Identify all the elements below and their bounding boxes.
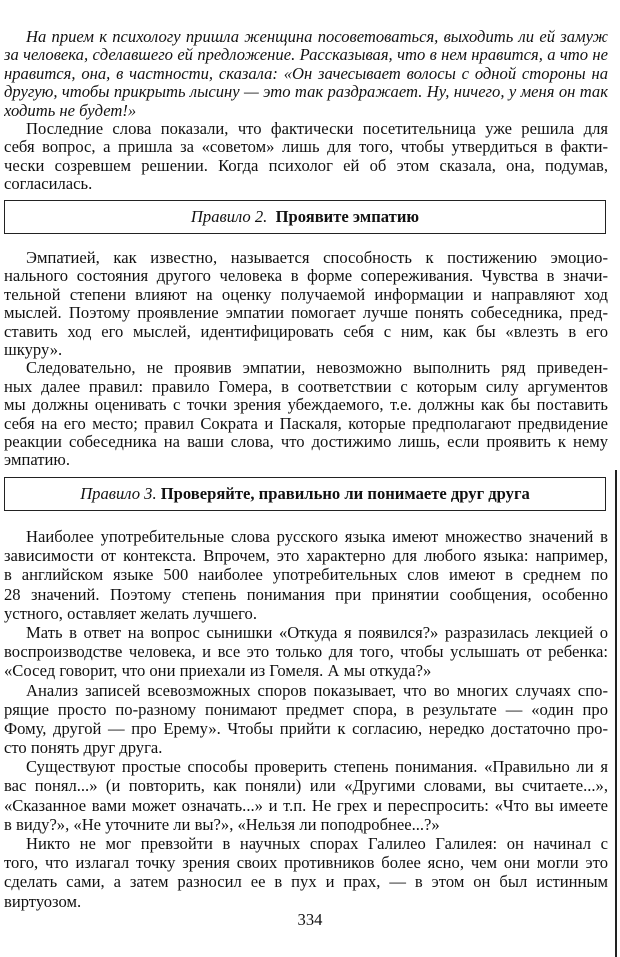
text-line: ных далее правил: правило Гомера, в соответствии с которым силу аргументов [4,377,608,396]
text-line: чески созревшем решении. Когда психолог ей об этом сказала, она, подумав, [4,156,608,175]
text-line: себя на его место; правил Сократа и Паскаля, которые предполагают предвидение [4,414,608,433]
text-line: эмпатию. [4,451,70,470]
text-line: Следовательно, не проявив эмпатии, невозможно выполнить ряд приведен- [26,359,608,378]
text-line: ходить не будет!» [4,101,137,120]
text-line: мы должны оценивать с точки зрения убеждаемого, т.е. должны как бы поставить [4,396,608,415]
paragraph [4,249,608,359]
text-line: Эмпатией, как известно, называется способность к постижению эмоцио- [26,249,608,267]
paragraph [4,359,608,469]
rule-title: Проявите эмпатию [275,207,420,226]
text-line: реакции собеседника на ваши слова, что достижимо лишь, если проявить к нему [4,432,608,451]
text-block-3 [4,527,608,911]
text-line: «Сосед говорит, что они приехали из Гомеля. А мы откуда?» [4,661,432,681]
text-line: ставить ход его мыслей, идентифицировать себя с ним, как бы «влезть в его [4,322,608,341]
text-line: сделать сами, а затем разносил ее в пух и прах, — в этом он был истинным [4,872,608,892]
rule-prefix: Правило 2. [190,207,268,226]
paragraph [4,757,608,834]
text-line: Существуют простые способы проверить степень понимания. «Правильно ли я [26,757,608,777]
text-line: себя вопрос, а пришла за «советом» лишь для того, чтобы утвердиться в факти- [4,138,608,157]
text-line: шкуру». [4,340,63,359]
text-line: воспроизводстве человека, и все это только для того, чтобы услышать от ребенка: [4,642,608,662]
text-line: согласилась. [4,175,93,194]
scan-edge-line [615,470,617,957]
text-block-2 [4,249,608,470]
text-line: виртуозом. [4,891,82,911]
rule-prefix: Правило 3. [80,484,157,503]
text-line: другую, чтобы прикрыть лысину — это так раздражает. Ну, ничего, у меня он так [4,83,608,102]
text-line: тельной степени влияют на оценку получаемой информации и направляют ход [4,285,608,304]
text-line: в английском языке 500 наиболее употребительных слов имеют в среднем по [4,565,608,585]
paragraph [4,834,608,911]
text-line: рящие просто по-разному понимают предмет спора, в результате — «один про [4,699,608,719]
text-line: Никто не мог превзойти в научных спорах Галилео Галилея: он начинал с [26,834,608,853]
text-line: Последние слова показали, что фактически посетительница уже решила для [26,119,608,138]
text-line: зависимости от контекста. Впрочем, это характерно для любого языка: например, [4,546,608,566]
text-line: мыслей. Поэтому проявление эмпатии помогает лучше понять собеседника, пред- [4,304,608,323]
text-line: сто понять друг друга. [4,738,163,758]
page-number: 334 [297,910,323,929]
paragraph [4,527,608,623]
rule-2-box [4,200,606,234]
text-line: устного, оставляет желать лучшего. [4,603,257,623]
text-line: Наиболее употребительные слова русского языка имеют множество значений в [26,527,608,546]
text-line: «Сказанное вами может означать...» и т.п. Не грех и переспросить: «Что вы имеете [4,795,608,815]
text-block-1 [4,28,608,194]
text-line: вас понял...» (и повторить, как поняли) или «Другими словами, вы считаете...», [4,776,608,796]
paragraph [4,623,608,681]
text-line: того, что излагал точку зрения своих противников более ясно, чем они могли это [4,853,608,873]
paragraph-italic-example [4,28,608,120]
text-line: Мать в ответ на вопрос сынишки «Откуда я появился?» разразилась лекцией о [26,622,608,642]
rule-3-box [4,477,606,511]
text-line: за человека, сделавшего ей предложение. Рассказывая, что в нем нравится, а что не [4,46,608,65]
paragraph [4,120,608,194]
rule-title: Проверяйте, правильно ли понимаете друг друга [160,484,530,503]
text-line: нального состояния другого человека в форме сопереживания. Чувства в значи- [4,267,608,286]
text-line: 28 значений. Поэтому степень понимания при принятии сообщения, особенно [4,584,608,604]
text-line: Фому, другой — про Ерему». Чтобы прийти к согласию, нередко достаточно про- [4,718,608,738]
paragraph [4,681,608,758]
text-line: Анализ записей всевозможных споров показывает, что во многих случаях спо- [26,680,608,700]
text-line: в виду?», «Не уточните ли вы?», «Нельзя ли поподробнее...?» [4,814,440,834]
text-line: нравится, она, в частности, сказала: «Он зачесывает волосы с одной стороны на [4,64,608,83]
text-line: На прием к психологу пришла женщина посоветоваться, выходить ли ей замуж [26,28,608,46]
